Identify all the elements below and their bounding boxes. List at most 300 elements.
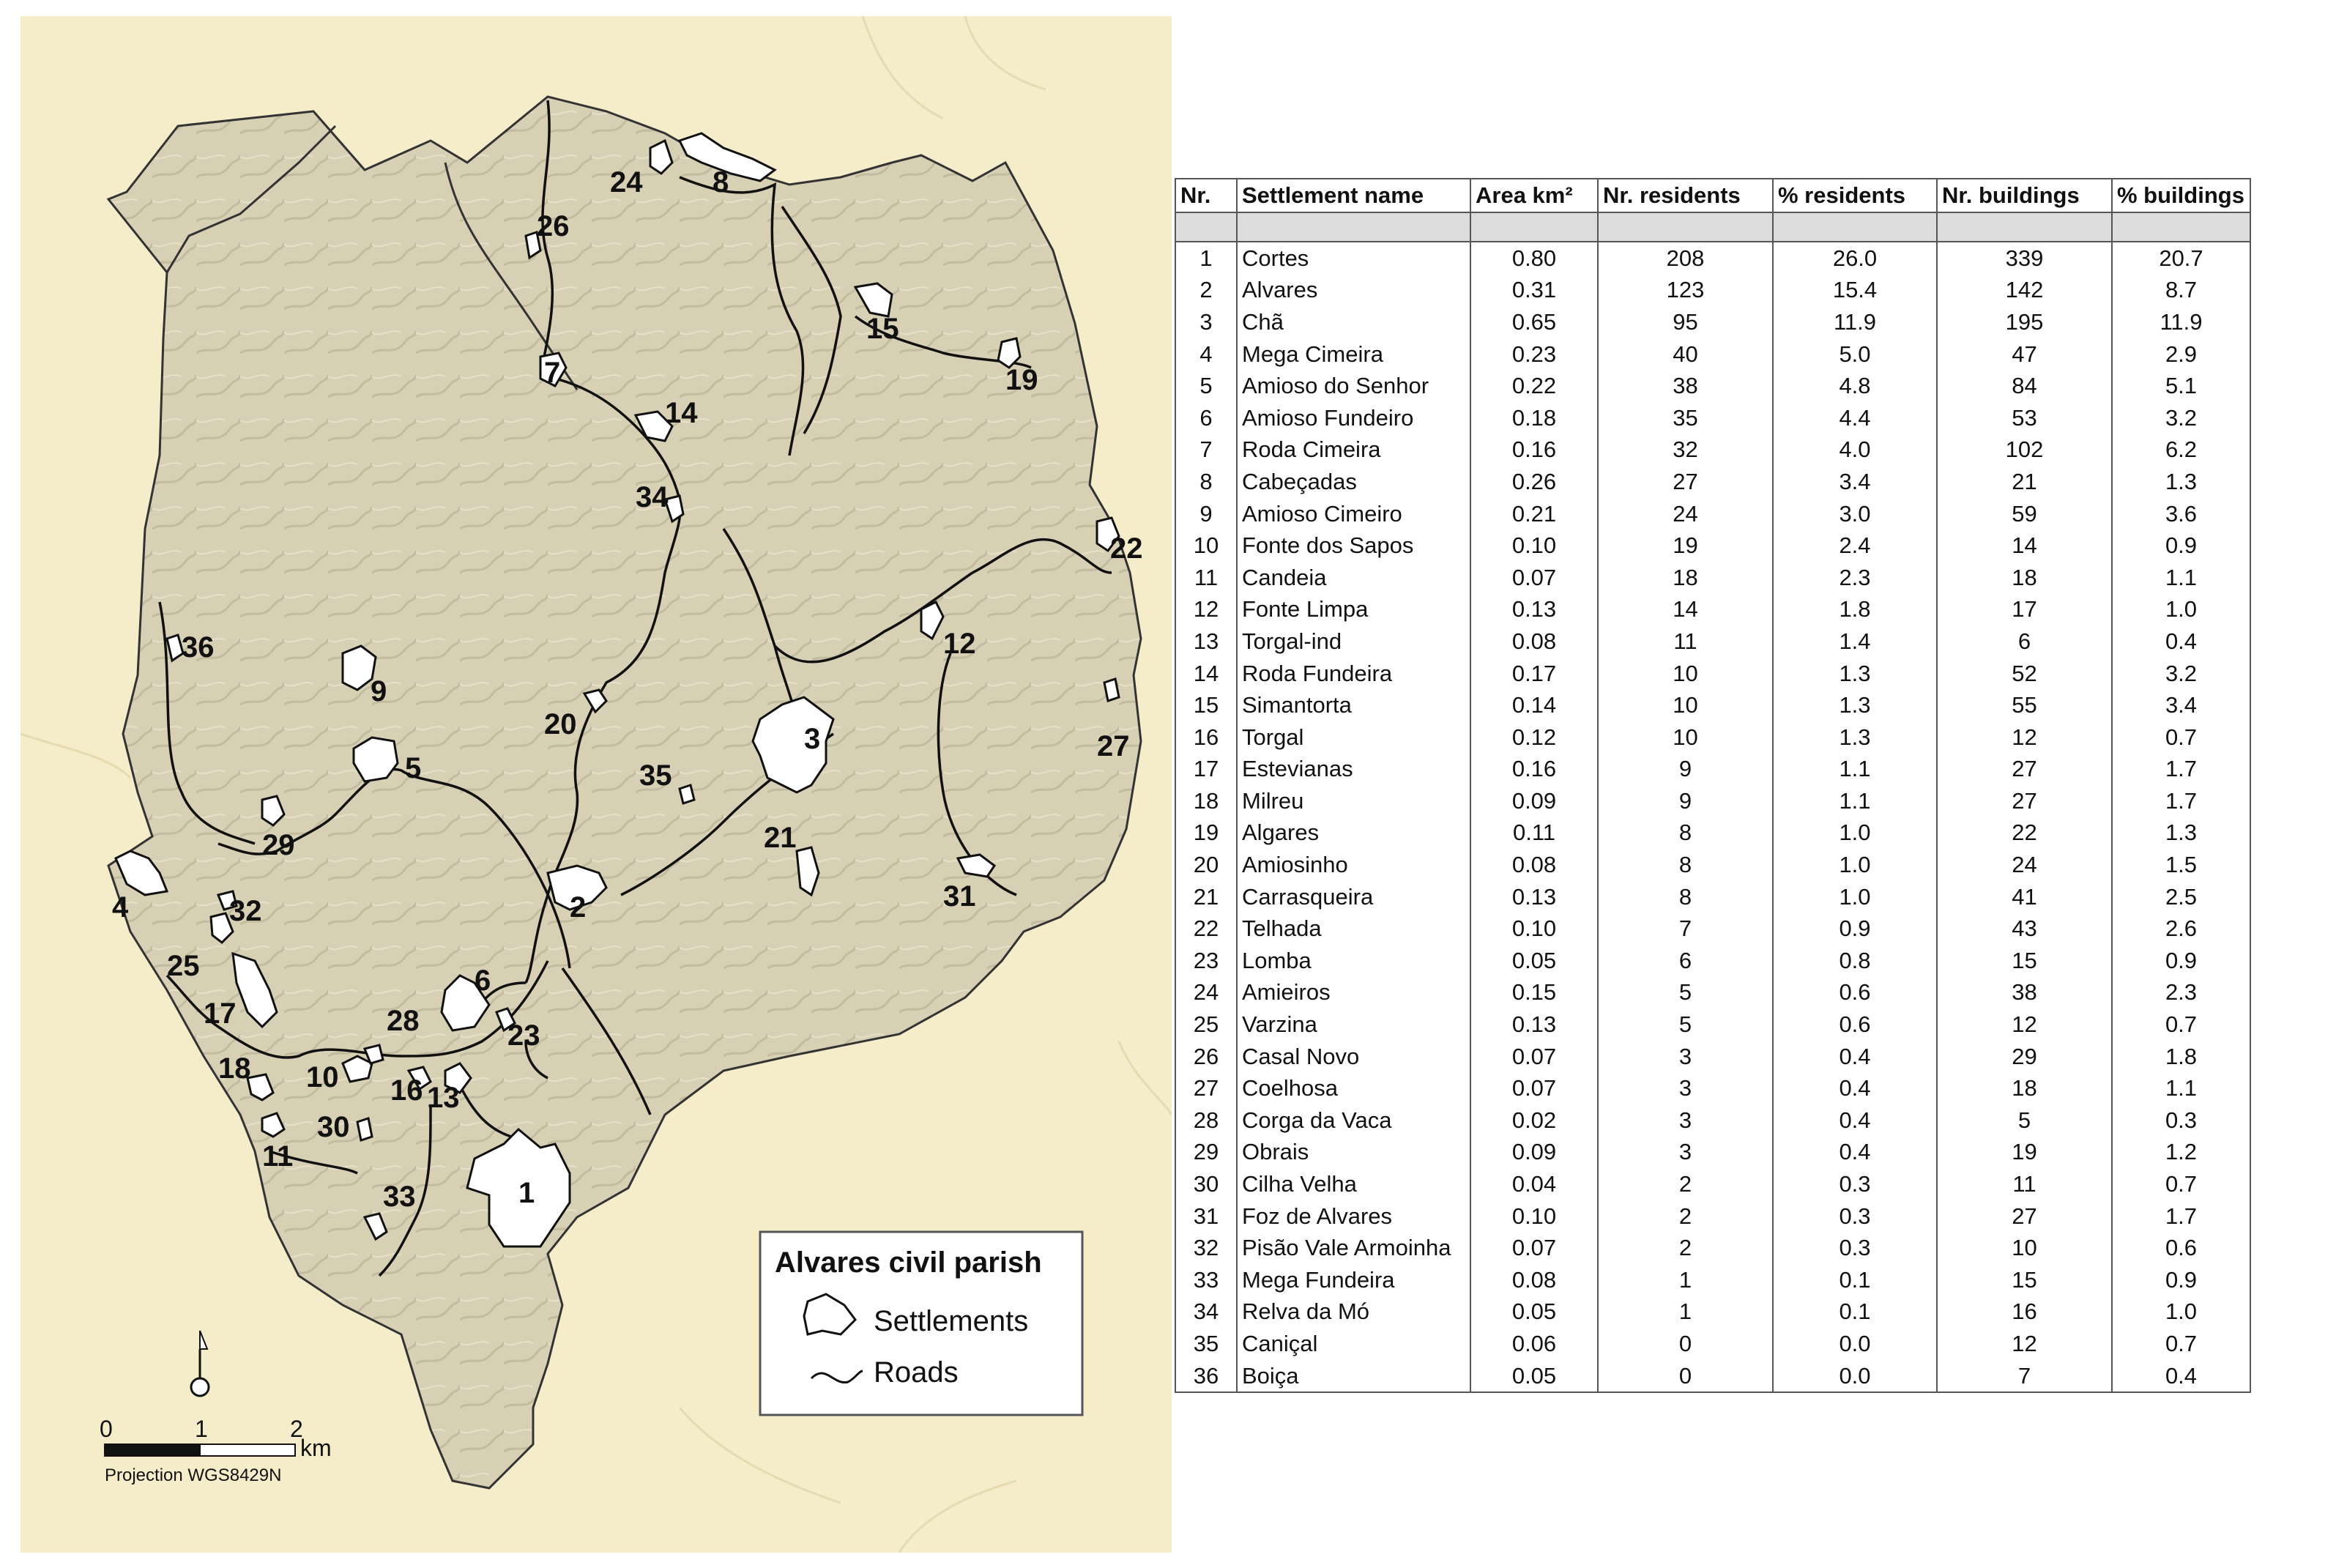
label-34: 34 (636, 481, 669, 513)
cell-nr-residents: 2 (1598, 1232, 1773, 1264)
cell-area: 0.65 (1470, 306, 1598, 338)
cell-nr: 29 (1175, 1137, 1237, 1169)
cell-settlement-name: Estevianas (1237, 754, 1470, 786)
table-row (1175, 1137, 2250, 1169)
table-row (1175, 370, 2250, 402)
cell-nr-buildings: 7 (1937, 1360, 2112, 1393)
cell-nr-residents: 7 (1598, 913, 1773, 945)
cell-nr: 15 (1175, 689, 1237, 721)
table-row (1175, 817, 2250, 850)
table-row (1175, 785, 2250, 817)
cell-pct-residents: 2.4 (1773, 530, 1937, 562)
cell-nr-residents: 123 (1598, 275, 1773, 307)
cell-pct-residents: 0.4 (1773, 1137, 1937, 1169)
table-row (1175, 1168, 2250, 1200)
cell-nr: 31 (1175, 1200, 1237, 1233)
cell-nr-buildings: 27 (1937, 754, 2112, 786)
cell-nr: 32 (1175, 1232, 1237, 1264)
cell-nr: 7 (1175, 434, 1237, 467)
cell-nr: 1 (1175, 242, 1237, 275)
table-row (1175, 1008, 2250, 1041)
cell-nr-buildings: 102 (1937, 434, 2112, 467)
map-canvas (21, 16, 1172, 1553)
table-row (1175, 1104, 2250, 1137)
cell-nr: 22 (1175, 913, 1237, 945)
cell-settlement-name: Coelhosa (1237, 1072, 1470, 1104)
cell-area: 0.11 (1470, 817, 1598, 850)
settlement-35 (680, 785, 694, 803)
header-pct-buildings: % buildings (2112, 179, 2250, 212)
cell-settlement-name: Alvares (1237, 275, 1470, 307)
cell-nr-residents: 38 (1598, 370, 1773, 402)
cell-nr: 3 (1175, 306, 1237, 338)
scale-label-0: 0 (100, 1416, 113, 1442)
cell-pct-buildings: 0.9 (2112, 1264, 2250, 1296)
cell-settlement-name: Boiça (1237, 1360, 1470, 1393)
cell-nr-residents: 3 (1598, 1072, 1773, 1104)
cell-nr: 2 (1175, 275, 1237, 307)
cell-pct-buildings: 1.2 (2112, 1137, 2250, 1169)
cell-nr-buildings: 53 (1937, 402, 2112, 434)
cell-pct-buildings: 0.7 (2112, 1008, 2250, 1041)
label-15: 15 (866, 313, 899, 345)
cell-area: 0.05 (1470, 945, 1598, 977)
label-23: 23 (507, 1019, 540, 1052)
cell-pct-buildings: 1.1 (2112, 1072, 2250, 1104)
cell-settlement-name: Amiosinho (1237, 849, 1470, 881)
cell-settlement-name: Obrais (1237, 1137, 1470, 1169)
cell-pct-residents: 0.3 (1773, 1168, 1937, 1200)
table-row (1175, 881, 2250, 913)
cell-nr: 25 (1175, 1008, 1237, 1041)
cell-nr-buildings: 6 (1937, 625, 2112, 658)
cell-nr-buildings: 195 (1937, 306, 2112, 338)
cell-nr-buildings: 52 (1937, 658, 2112, 690)
table-row (1175, 658, 2250, 690)
cell-area: 0.22 (1470, 370, 1598, 402)
cell-nr: 12 (1175, 594, 1237, 626)
cell-nr: 35 (1175, 1328, 1237, 1360)
label-22: 22 (1110, 532, 1143, 565)
label-10: 10 (306, 1061, 339, 1093)
cell-pct-buildings: 1.0 (2112, 1296, 2250, 1329)
cell-settlement-name: Pisão Vale Armoinha (1237, 1232, 1470, 1264)
cell-pct-buildings: 0.3 (2112, 1104, 2250, 1137)
label-18: 18 (218, 1052, 251, 1085)
cell-pct-buildings: 1.3 (2112, 466, 2250, 498)
cell-area: 0.05 (1470, 1360, 1598, 1393)
cell-pct-residents: 0.3 (1773, 1200, 1937, 1233)
cell-area: 0.09 (1470, 1137, 1598, 1169)
label-20: 20 (544, 708, 577, 740)
cell-nr: 26 (1175, 1041, 1237, 1073)
cell-nr: 13 (1175, 625, 1237, 658)
cell-pct-residents: 4.4 (1773, 402, 1937, 434)
cell-nr: 14 (1175, 658, 1237, 690)
table-row (1175, 721, 2250, 754)
label-29: 29 (262, 829, 295, 861)
cell-pct-residents: 1.0 (1773, 849, 1937, 881)
cell-nr: 5 (1175, 370, 1237, 402)
label-36: 36 (182, 631, 215, 664)
cell-pct-residents: 1.0 (1773, 817, 1937, 850)
cell-nr: 20 (1175, 849, 1237, 881)
cell-pct-residents: 0.1 (1773, 1296, 1937, 1329)
cell-settlement-name: Lomba (1237, 945, 1470, 977)
cell-area: 0.17 (1470, 658, 1598, 690)
cell-pct-buildings: 0.7 (2112, 721, 2250, 754)
cell-settlement-name: Amioso do Senhor (1237, 370, 1470, 402)
cell-area: 0.08 (1470, 1264, 1598, 1296)
table-row (1175, 977, 2250, 1009)
table-row (1175, 689, 2250, 721)
label-8: 8 (713, 166, 729, 198)
cell-area: 0.15 (1470, 977, 1598, 1009)
table-row (1175, 913, 2250, 945)
cell-pct-buildings: 0.9 (2112, 945, 2250, 977)
cell-pct-buildings: 0.7 (2112, 1328, 2250, 1360)
cell-area: 0.26 (1470, 466, 1598, 498)
cell-nr-residents: 5 (1598, 1008, 1773, 1041)
cell-nr-residents: 9 (1598, 785, 1773, 817)
map-legend (760, 1232, 1082, 1415)
cell-pct-residents: 0.6 (1773, 977, 1937, 1009)
label-3: 3 (804, 723, 821, 755)
label-17: 17 (204, 997, 237, 1030)
label-6: 6 (475, 965, 491, 997)
cell-area: 0.07 (1470, 562, 1598, 594)
cell-area: 0.10 (1470, 1200, 1598, 1233)
cell-nr-residents: 32 (1598, 434, 1773, 467)
table-row (1175, 849, 2250, 881)
table-row (1175, 1041, 2250, 1073)
cell-pct-buildings: 11.9 (2112, 306, 2250, 338)
header-nr: Nr. (1175, 179, 1237, 212)
cell-nr-residents: 8 (1598, 849, 1773, 881)
cell-area: 0.13 (1470, 1008, 1598, 1041)
cell-settlement-name: Simantorta (1237, 689, 1470, 721)
label-12: 12 (943, 628, 976, 660)
cell-nr-residents: 3 (1598, 1137, 1773, 1169)
cell-nr-buildings: 29 (1937, 1041, 2112, 1073)
cell-nr-buildings: 14 (1937, 530, 2112, 562)
cell-area: 0.10 (1470, 913, 1598, 945)
cell-nr-residents: 0 (1598, 1360, 1773, 1393)
cell-pct-residents: 0.3 (1773, 1232, 1937, 1264)
label-24: 24 (610, 166, 643, 198)
cell-nr: 17 (1175, 754, 1237, 786)
cell-nr-buildings: 47 (1937, 338, 2112, 371)
settlement-30 (357, 1118, 372, 1140)
cell-pct-buildings: 3.2 (2112, 658, 2250, 690)
label-30: 30 (317, 1111, 350, 1143)
cell-nr-buildings: 12 (1937, 721, 2112, 754)
cell-settlement-name: Fonte Limpa (1237, 594, 1470, 626)
cell-pct-residents: 0.4 (1773, 1072, 1937, 1104)
cell-nr-buildings: 12 (1937, 1008, 2112, 1041)
cell-settlement-name: Roda Cimeira (1237, 434, 1470, 467)
cell-settlement-name: Candeia (1237, 562, 1470, 594)
cell-pct-buildings: 3.4 (2112, 689, 2250, 721)
table-row (1175, 625, 2250, 658)
cell-settlement-name: Carrasqueira (1237, 881, 1470, 913)
cell-pct-residents: 0.9 (1773, 913, 1937, 945)
table-row (1175, 1328, 2250, 1360)
label-19: 19 (1005, 364, 1038, 396)
map-panel (21, 16, 1172, 1553)
table-row (1175, 242, 2250, 275)
cell-area: 0.08 (1470, 625, 1598, 658)
cell-nr-residents: 27 (1598, 466, 1773, 498)
header-area: Area km² (1470, 179, 1598, 212)
cell-nr-buildings: 18 (1937, 1072, 2112, 1104)
cell-nr-buildings: 15 (1937, 945, 2112, 977)
cell-nr-buildings: 339 (1937, 242, 2112, 275)
cell-area: 0.16 (1470, 754, 1598, 786)
cell-pct-residents: 4.8 (1773, 370, 1937, 402)
table-row (1175, 1264, 2250, 1296)
cell-area: 0.09 (1470, 785, 1598, 817)
cell-nr-residents: 208 (1598, 242, 1773, 275)
label-21: 21 (764, 822, 797, 854)
cell-nr: 9 (1175, 498, 1237, 530)
cell-settlement-name: Algares (1237, 817, 1470, 850)
label-14: 14 (665, 397, 698, 429)
cell-settlement-name: Corga da Vaca (1237, 1104, 1470, 1137)
cell-pct-residents: 2.3 (1773, 562, 1937, 594)
cell-nr-buildings: 22 (1937, 817, 2112, 850)
cell-area: 0.23 (1470, 338, 1598, 371)
cell-pct-residents: 1.1 (1773, 754, 1937, 786)
label-31: 31 (943, 880, 976, 913)
table-row (1175, 1072, 2250, 1104)
cell-area: 0.05 (1470, 1296, 1598, 1329)
cell-settlement-name: Relva da Mó (1237, 1296, 1470, 1329)
cell-settlement-name: Varzina (1237, 1008, 1470, 1041)
cell-area: 0.07 (1470, 1041, 1598, 1073)
cell-pct-buildings: 0.9 (2112, 530, 2250, 562)
cell-nr-buildings: 19 (1937, 1137, 2112, 1169)
cell-nr: 33 (1175, 1264, 1237, 1296)
table-row (1175, 306, 2250, 338)
cell-pct-residents: 0.4 (1773, 1041, 1937, 1073)
cell-pct-buildings: 1.7 (2112, 785, 2250, 817)
cell-pct-residents: 0.1 (1773, 1264, 1937, 1296)
cell-nr-residents: 18 (1598, 562, 1773, 594)
cell-nr-buildings: 84 (1937, 370, 2112, 402)
cell-pct-residents: 1.3 (1773, 689, 1937, 721)
cell-nr-buildings: 10 (1937, 1232, 2112, 1264)
cell-pct-buildings: 0.4 (2112, 1360, 2250, 1393)
cell-nr-residents: 6 (1598, 945, 1773, 977)
cell-nr-buildings: 12 (1937, 1328, 2112, 1360)
cell-nr-residents: 8 (1598, 881, 1773, 913)
cell-pct-buildings: 20.7 (2112, 242, 2250, 275)
scale-label-1: 1 (195, 1416, 208, 1442)
cell-nr-residents: 2 (1598, 1168, 1773, 1200)
cell-pct-residents: 3.4 (1773, 466, 1937, 498)
cell-area: 0.31 (1470, 275, 1598, 307)
cell-nr-buildings: 27 (1937, 1200, 2112, 1233)
table-header-row (1175, 179, 2250, 212)
label-27: 27 (1097, 730, 1130, 762)
header-nr-buildings: Nr. buildings (1937, 179, 2112, 212)
cell-nr: 27 (1175, 1072, 1237, 1104)
cell-settlement-name: Mega Cimeira (1237, 338, 1470, 371)
table-row (1175, 562, 2250, 594)
cell-settlement-name: Caniçal (1237, 1328, 1470, 1360)
label-2: 2 (570, 891, 587, 924)
cell-area: 0.21 (1470, 498, 1598, 530)
cell-settlement-name: Amieiros (1237, 977, 1470, 1009)
cell-pct-residents: 3.0 (1773, 498, 1937, 530)
cell-nr-residents: 5 (1598, 977, 1773, 1009)
cell-nr-buildings: 59 (1937, 498, 2112, 530)
cell-nr-buildings: 17 (1937, 594, 2112, 626)
cell-nr: 18 (1175, 785, 1237, 817)
cell-area: 0.07 (1470, 1232, 1598, 1264)
cell-nr-residents: 9 (1598, 754, 1773, 786)
cell-nr-buildings: 27 (1937, 785, 2112, 817)
cell-pct-residents: 1.4 (1773, 625, 1937, 658)
table-row (1175, 1200, 2250, 1233)
cell-nr-residents: 10 (1598, 689, 1773, 721)
cell-pct-residents: 0.0 (1773, 1360, 1937, 1393)
cell-area: 0.07 (1470, 1072, 1598, 1104)
cell-area: 0.16 (1470, 434, 1598, 467)
cell-pct-residents: 1.1 (1773, 785, 1937, 817)
cell-nr: 11 (1175, 562, 1237, 594)
cell-nr-buildings: 24 (1937, 849, 2112, 881)
cell-area: 0.02 (1470, 1104, 1598, 1137)
label-7: 7 (544, 357, 561, 389)
table-row (1175, 530, 2250, 562)
table-row (1175, 945, 2250, 977)
cell-settlement-name: Cilha Velha (1237, 1168, 1470, 1200)
cell-area: 0.80 (1470, 242, 1598, 275)
table-row (1175, 754, 2250, 786)
cell-nr-buildings: 41 (1937, 881, 2112, 913)
cell-nr-residents: 35 (1598, 402, 1773, 434)
legend-roads-label: Roads (874, 1356, 959, 1389)
cell-pct-buildings: 8.7 (2112, 275, 2250, 307)
table-row (1175, 1232, 2250, 1264)
cell-nr-buildings: 38 (1937, 977, 2112, 1009)
legend-settlements-label: Settlements (874, 1305, 1029, 1337)
cell-nr-buildings: 142 (1937, 275, 2112, 307)
cell-pct-buildings: 1.0 (2112, 594, 2250, 626)
cell-nr-residents: 95 (1598, 306, 1773, 338)
cell-nr: 19 (1175, 817, 1237, 850)
cell-pct-residents: 0.4 (1773, 1104, 1937, 1137)
cell-settlement-name: Chã (1237, 306, 1470, 338)
header-settlement-name: Settlement name (1237, 179, 1470, 212)
cell-pct-buildings: 0.6 (2112, 1232, 2250, 1264)
cell-settlement-name: Amioso Fundeiro (1237, 402, 1470, 434)
cell-area: 0.14 (1470, 689, 1598, 721)
table-row (1175, 275, 2250, 307)
scale-label-2: 2 (290, 1416, 303, 1442)
cell-settlement-name: Torgal-ind (1237, 625, 1470, 658)
cell-nr-buildings: 55 (1937, 689, 2112, 721)
cell-pct-residents: 15.4 (1773, 275, 1937, 307)
cell-nr-buildings: 5 (1937, 1104, 2112, 1137)
settlement-27 (1104, 679, 1119, 701)
header-pct-residents: % residents (1773, 179, 1937, 212)
cell-settlement-name: Foz de Alvares (1237, 1200, 1470, 1233)
cell-nr-residents: 24 (1598, 498, 1773, 530)
cell-pct-residents: 11.9 (1773, 306, 1937, 338)
cell-area: 0.13 (1470, 881, 1598, 913)
cell-pct-residents: 0.0 (1773, 1328, 1937, 1360)
cell-area: 0.10 (1470, 530, 1598, 562)
settlement-table-panel (1175, 178, 2251, 1393)
cell-pct-residents: 4.0 (1773, 434, 1937, 467)
cell-pct-buildings: 2.9 (2112, 338, 2250, 371)
cell-nr-residents: 40 (1598, 338, 1773, 371)
cell-pct-residents: 1.3 (1773, 721, 1937, 754)
label-16: 16 (390, 1074, 423, 1107)
cell-settlement-name: Mega Fundeira (1237, 1264, 1470, 1296)
cell-pct-buildings: 3.6 (2112, 498, 2250, 530)
cell-pct-buildings: 5.1 (2112, 370, 2250, 402)
scale-unit: km (300, 1435, 332, 1461)
cell-pct-residents: 1.3 (1773, 658, 1937, 690)
cell-settlement-name: Cabeçadas (1237, 466, 1470, 498)
cell-nr-residents: 8 (1598, 817, 1773, 850)
cell-settlement-name: Torgal (1237, 721, 1470, 754)
cell-nr-residents: 3 (1598, 1041, 1773, 1073)
cell-nr-residents: 0 (1598, 1328, 1773, 1360)
cell-area: 0.08 (1470, 849, 1598, 881)
cell-area: 0.04 (1470, 1168, 1598, 1200)
cell-nr-residents: 19 (1598, 530, 1773, 562)
table-row (1175, 434, 2250, 467)
cell-nr-buildings: 15 (1937, 1264, 2112, 1296)
cell-nr-buildings: 18 (1937, 562, 2112, 594)
cell-nr: 10 (1175, 530, 1237, 562)
cell-pct-residents: 5.0 (1773, 338, 1937, 371)
cell-nr-residents: 1 (1598, 1264, 1773, 1296)
label-35: 35 (639, 759, 672, 792)
cell-settlement-name: Roda Fundeira (1237, 658, 1470, 690)
cell-settlement-name: Telhada (1237, 913, 1470, 945)
cell-pct-buildings: 2.5 (2112, 881, 2250, 913)
cell-pct-buildings: 1.3 (2112, 817, 2250, 850)
label-32: 32 (229, 895, 262, 927)
cell-pct-buildings: 1.8 (2112, 1041, 2250, 1073)
cell-nr: 6 (1175, 402, 1237, 434)
cell-nr: 30 (1175, 1168, 1237, 1200)
cell-nr: 8 (1175, 466, 1237, 498)
cell-settlement-name: Milreu (1237, 785, 1470, 817)
legend-title: Alvares civil parish (775, 1246, 1042, 1279)
cell-nr: 36 (1175, 1360, 1237, 1393)
label-28: 28 (387, 1005, 420, 1037)
table-row (1175, 402, 2250, 434)
cell-pct-residents: 0.6 (1773, 1008, 1937, 1041)
cell-pct-residents: 1.8 (1773, 594, 1937, 626)
cell-settlement-name: Amioso Cimeiro (1237, 498, 1470, 530)
cell-settlement-name: Casal Novo (1237, 1041, 1470, 1073)
cell-settlement-name: Fonte dos Sapos (1237, 530, 1470, 562)
cell-nr-buildings: 43 (1937, 913, 2112, 945)
label-25: 25 (167, 950, 200, 982)
table-separator-row (1175, 212, 2250, 242)
label-9: 9 (371, 675, 387, 707)
table-row (1175, 594, 2250, 626)
cell-nr-residents: 14 (1598, 594, 1773, 626)
